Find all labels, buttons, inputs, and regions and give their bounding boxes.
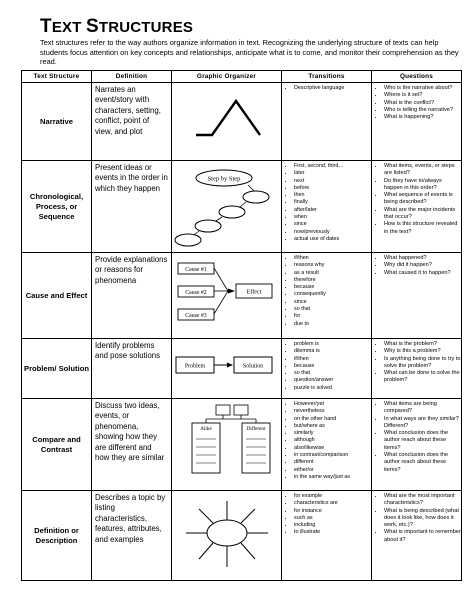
list-item: • How is this structure revealed in the text? [384,221,461,236]
list-item: • characteristics are [294,500,371,507]
list-item: • for instance [294,508,371,515]
problem-label: Problem [184,363,206,370]
questions-list [372,163,461,236]
questions-cell [372,491,462,581]
definition-text: Narrates an event/story with characters, setting, conflict, point of view, and plot [92,83,172,161]
list-item: • because [294,284,371,291]
solution-label: Solution [242,363,264,370]
list-item: • similarly [294,430,371,437]
header-row [22,71,462,83]
list-item: • since [294,299,371,306]
list-item: • later [294,170,371,177]
list-item: • reasons why [294,262,371,269]
list-item: • What conclusion does the author reach about these items? [384,452,461,474]
list-item: • so that [294,306,371,313]
table-row [22,491,462,581]
list-item: • although [294,437,371,444]
step-by-step-label: Step by Step [207,175,241,183]
questions-list [372,401,461,474]
list-item: • What conclusion does the author reach about these items? [384,430,461,452]
list-item: • What is the conflict? [384,100,461,107]
list-item: • Who is telling the narrative? [384,107,461,114]
alike-label: Alike [200,426,212,432]
list-item: • dilemma is [294,348,371,355]
list-item: • when [294,214,371,221]
text-structures-table [21,70,462,581]
structure-name: Problem/ Solution [22,339,92,399]
list-item: • question/answer [294,377,371,384]
transitions-cell [282,253,372,339]
column-header-definition: Definition [92,71,172,83]
transitions-cell [282,491,372,581]
list-item: • What are the major incidents that occur? [384,207,461,222]
list-item: • before [294,185,371,192]
transitions-cell [282,83,372,161]
list-item: • nevertheless [294,408,371,415]
definition-text: Discuss two ideas, events, or phenomena, showing how they are different and how they are similar [92,399,172,491]
list-item: • finally [294,199,371,206]
problem-solution-diagram [172,339,282,397]
list-item: • on the other hand [294,416,371,423]
list-item: • therefore [294,277,371,284]
list-item: • In what ways are they similar? Different? [384,416,461,431]
list-item: • now/previously [294,229,371,236]
narrative-arc-diagram [172,83,282,159]
graphic-organizer-compare-contrast [172,399,282,491]
list-item: • because [294,363,371,370]
list-item: • including [294,522,371,529]
column-header-transitions: Transitions [282,71,372,83]
list-item: • for [294,313,371,320]
list-item: • What items, events, or steps are listed? [384,163,461,178]
table-row [22,339,462,399]
questions-cell [372,83,462,161]
transitions-list [282,401,371,481]
transitions-list [282,255,371,328]
list-item: • since [294,221,371,228]
list-item: • as a result [294,270,371,277]
structure-name: Narrative [22,83,92,161]
list-item: • puzzle is solved [294,385,371,392]
list-item: • after/later [294,207,371,214]
cause-1-label: Cause #1 [185,267,207,273]
questions-list [372,493,461,544]
list-item: • if/then [294,356,371,363]
definition-text: Describes a topic by listing characteristics, features, attributes, and examples [92,491,172,581]
structure-name: Cause and Effect [22,253,92,339]
list-item: • in contrast/comparison [294,452,371,459]
list-item: • What caused it to happen? [384,270,461,277]
table-row [22,253,462,339]
list-item: • either/or [294,467,371,474]
list-item: • to illustrate [294,529,371,536]
list-item: • What is important to remember about it? [384,529,461,544]
list-item: • next [294,178,371,185]
list-item: • consequently [294,291,371,298]
cause-2-label: Cause #2 [185,290,207,296]
list-item: • What items are being compared? [384,401,461,416]
graphic-organizer-narrative [172,83,282,161]
effect-label: Effect [246,289,262,296]
transitions-cell [282,399,372,491]
list-item: • for example [294,493,371,500]
structure-name: Compare and Contrast [22,399,92,491]
list-item: • What can be done to solve the problem? [384,370,461,385]
list-item: • Why is this a problem? [384,348,461,355]
list-item: • also/likewise [294,445,371,452]
questions-cell [372,253,462,339]
list-item: • so that [294,370,371,377]
different-label: Different [246,426,266,432]
description-web-diagram [172,491,282,579]
list-item: • What is happening? [384,114,461,121]
transitions-list [282,493,371,537]
intro-paragraph: Text structures refer to the way authors organize information in text. Recognizing the underlying structure of texts can help students focus attention on key concepts and relationships, anticipate what is to come, and monitor their comprehension as they read. [40,38,459,67]
column-header-structure: Text Structure [22,71,92,83]
structure-name: Chronological, Process, or Sequence [22,161,92,253]
definition-text: Identify problems and pose solutions [92,339,172,399]
list-item: • if/then [294,255,371,262]
list-item: • What sequence of events is being described? [384,192,461,207]
transitions-cell [282,339,372,399]
definition-text: Provide explanations or reasons for phenomena [92,253,172,339]
sequence-diagram [172,161,282,251]
list-item: • then [294,192,371,199]
list-item: • Descriptive language [294,85,371,92]
list-item: • problem is [294,341,371,348]
table-row [22,161,462,253]
graphic-organizer-problem-solution [172,339,282,399]
questions-cell [372,339,462,399]
list-item: • What is being described (what does it look like, how does it work, etc.)? [384,508,461,530]
table-row [22,83,462,161]
questions-list [372,255,461,277]
list-item: • Where is it set? [384,92,461,99]
cause-3-label: Cause #3 [185,313,207,319]
questions-cell [372,399,462,491]
cause-effect-diagram [172,253,282,337]
questions-list [372,341,461,385]
list-item: • What is the problem? [384,341,461,348]
list-item: • What are the most important characteristics? [384,493,461,508]
transitions-list [282,163,371,243]
list-item: • different [294,459,371,466]
list-item: • Why did it happen? [384,262,461,269]
graphic-organizer-sequence [172,161,282,253]
transitions-list [282,85,371,92]
list-item: • actual use of dates [294,236,371,243]
definition-text: Present ideas or events in the order in which they happen [92,161,172,253]
list-item: • in the same way/just as [294,474,371,481]
graphic-organizer-cause-effect [172,253,282,339]
graphic-organizer-description [172,491,282,581]
column-header-organizer: Graphic Organizer [172,71,282,83]
list-item: • However/yet [294,401,371,408]
list-item: • due to [294,321,371,328]
structure-name: Definition or Description [22,491,92,581]
table-row [22,399,462,491]
page-title: TEXT STRUCTURES [40,16,194,37]
questions-cell [372,161,462,253]
list-item: • What happened? [384,255,461,262]
list-item: • Who is the narrative about? [384,85,461,92]
list-item: • such as [294,515,371,522]
list-item: • Do they have to/always happen in this order? [384,178,461,193]
column-header-questions: Questions [372,71,462,83]
list-item: • First, second, third… [294,163,371,170]
list-item: • but/where as [294,423,371,430]
list-item: • Is anything being done to try to solve the problem? [384,356,461,371]
transitions-cell [282,161,372,253]
questions-list [372,85,461,121]
compare-contrast-diagram [172,399,282,489]
transitions-list [282,341,371,392]
